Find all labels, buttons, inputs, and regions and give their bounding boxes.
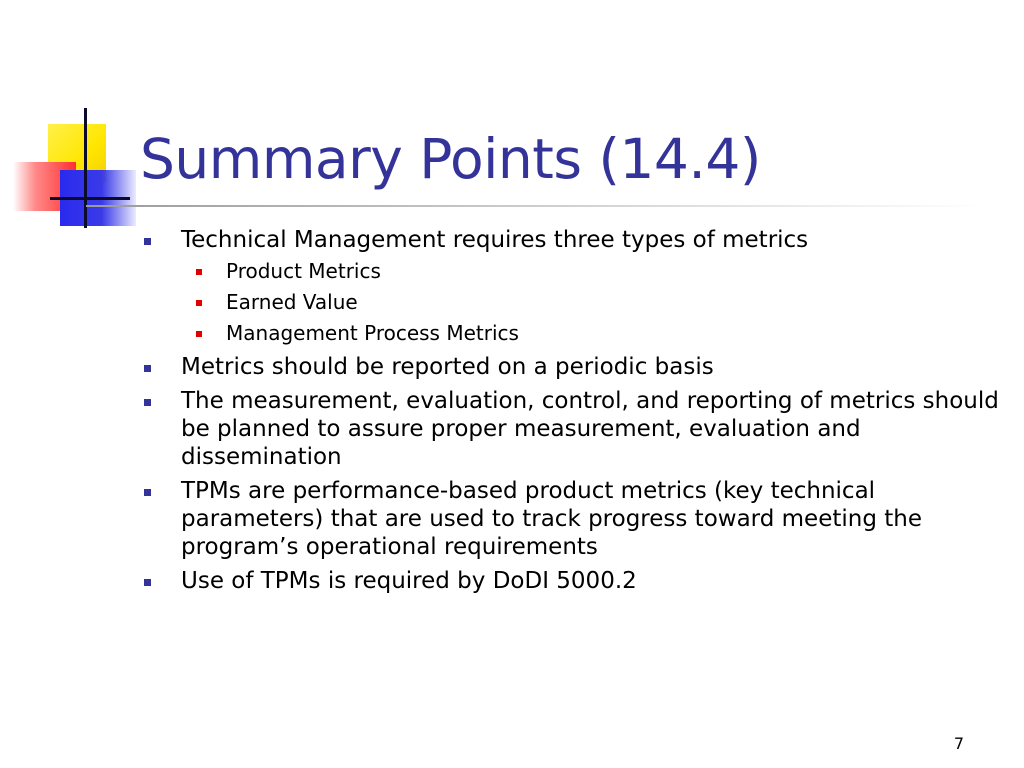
sub-bullet-text: Product Metrics xyxy=(226,259,381,283)
square-bullet-icon xyxy=(144,399,151,406)
vertical-line xyxy=(84,108,87,228)
page-number: 7 xyxy=(953,734,964,753)
bullet-text: Metrics should be reported on a periodic basis xyxy=(181,354,714,380)
bullet-text: TPMs are performance-based product metrics (key technical parameters) that are used to track progress toward meeting the program’s operational requirements xyxy=(181,478,922,560)
bullet-item xyxy=(140,353,1000,381)
sub-bullet-text: Earned Value xyxy=(226,290,358,314)
bullet-list xyxy=(140,226,1000,601)
bullet-text: Technical Management requires three types of metrics xyxy=(181,227,809,253)
overlapping-squares-logo-icon xyxy=(0,0,140,240)
square-bullet-icon xyxy=(144,579,151,586)
slide-title: Summary Points (14.4) xyxy=(140,127,761,191)
bullet-item xyxy=(140,477,1000,561)
bullet-text: Use of TPMs is required by DoDI 5000.2 xyxy=(181,568,637,594)
sub-bullet-item xyxy=(140,321,1000,345)
bullet-item xyxy=(140,387,1000,471)
sub-bullet-list xyxy=(140,259,1000,345)
sub-bullet-text: Management Process Metrics xyxy=(226,321,519,345)
square-bullet-icon xyxy=(196,300,202,306)
square-bullet-icon xyxy=(144,489,151,496)
bullet-item xyxy=(140,567,1000,595)
square-bullet-icon xyxy=(144,238,151,245)
title-underline xyxy=(86,205,986,207)
sub-bullet-item xyxy=(140,290,1000,314)
square-bullet-icon xyxy=(196,331,202,337)
bullet-item xyxy=(140,226,1000,254)
sub-bullet-item xyxy=(140,259,1000,283)
square-bullet-icon xyxy=(144,365,151,372)
bullet-text: The measurement, evaluation, control, and reporting of metrics should be planned to assure proper measurement, evaluation and dissemination xyxy=(181,388,999,470)
square-bullet-icon xyxy=(196,269,202,275)
horizontal-line xyxy=(50,197,130,200)
